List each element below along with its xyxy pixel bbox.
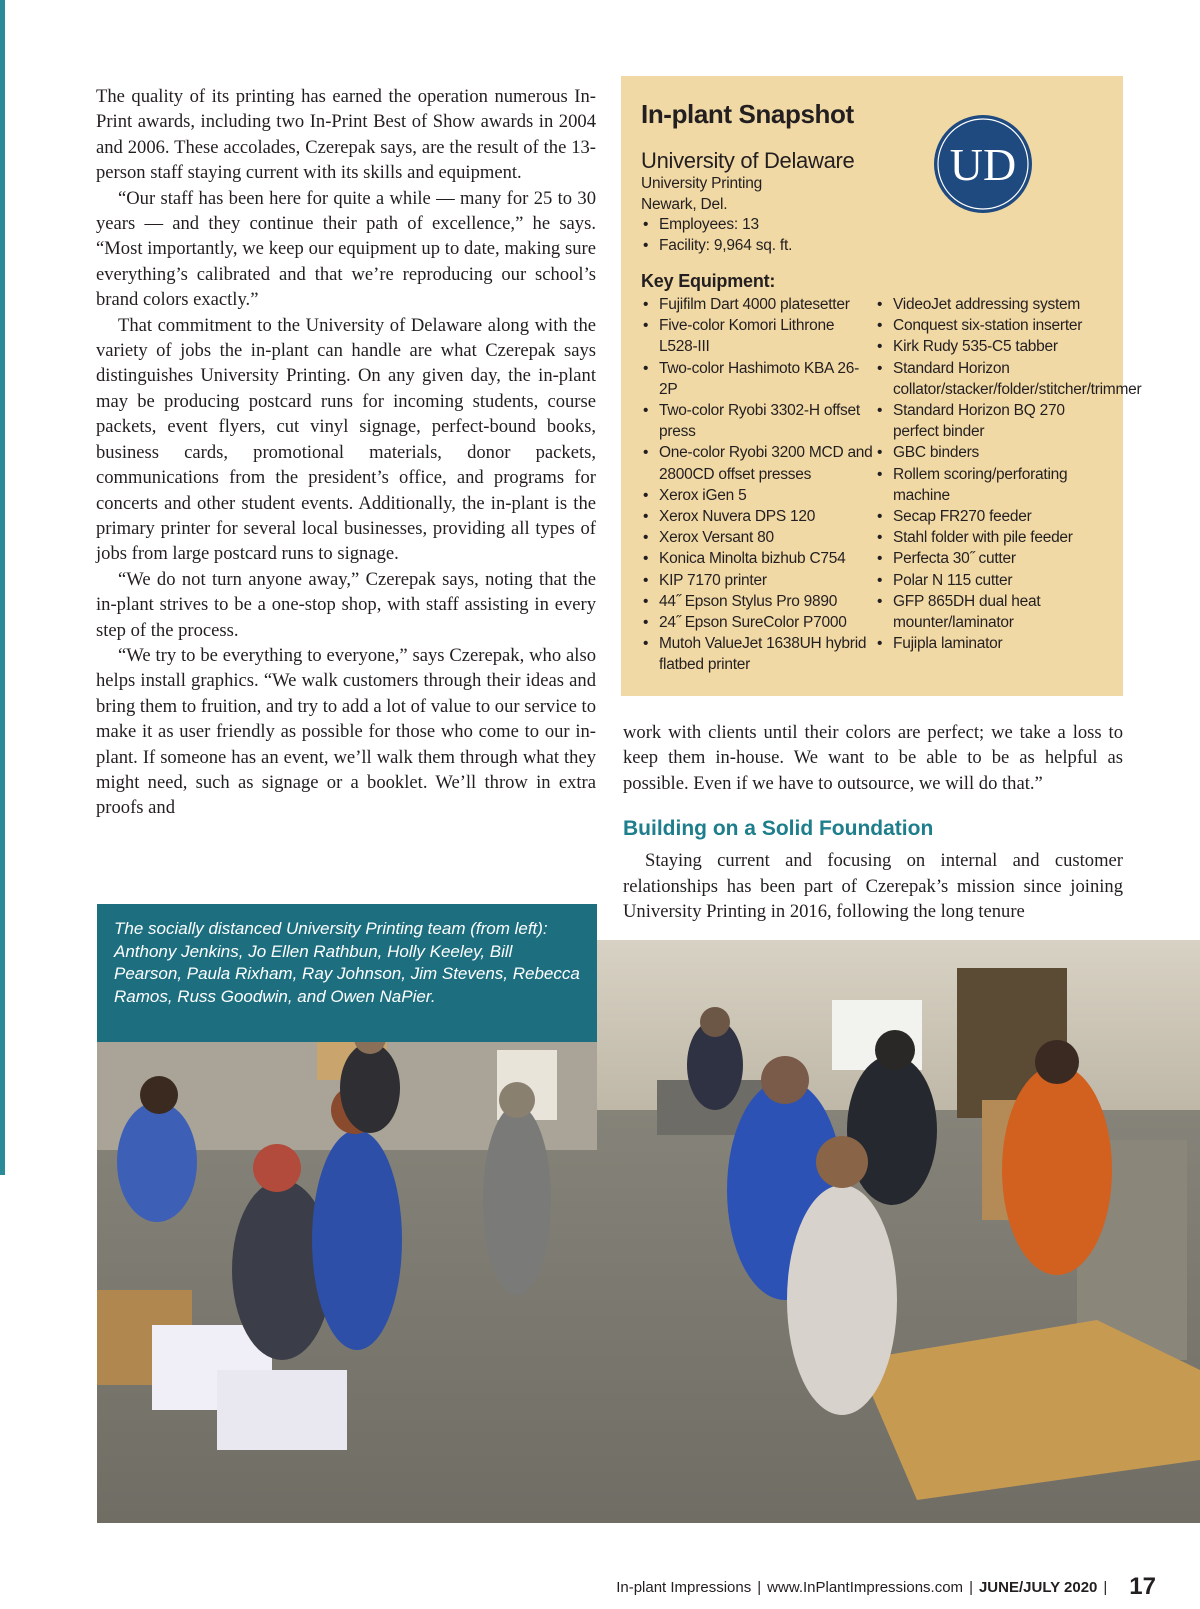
equipment-list-right [875,294,1142,676]
person-head [700,1007,730,1037]
photo-caption [97,904,597,1042]
equipment-item: • VideoJet addressing system [875,294,1105,315]
snapshot-organization: University of Delaware [641,148,855,173]
person-head [140,1076,178,1114]
key-equipment-heading: Key Equipment: [641,271,776,291]
equipment-item: • Fujifilm Dart 4000 platesetter [641,294,875,315]
person-body [847,1055,937,1205]
equipment-item: • GFP 865DH dual heat mounter/laminator [875,591,1105,633]
person-body [312,1130,402,1350]
equipment-item: • Conquest six-station inserter [875,315,1105,336]
snapshot-title: In-plant Snapshot [641,99,854,129]
equipment-item: • Fujipla laminator [875,633,1105,654]
equipment-item: • Secap FR270 feeder [875,506,1105,527]
footer-separator: | [1103,1578,1108,1596]
section-heading: Building on a Solid Foundation [623,817,934,841]
person-body [483,1105,551,1295]
person-body [1002,1065,1112,1275]
equipment-item: • Standard Horizon collator/stacker/folder/stitcher/trimmer [875,358,1105,400]
person-head [875,1030,915,1070]
equipment-item: • Xerox Nuvera DPS 120 [641,506,875,527]
article-paragraph: That commitment to the University of Delaware along with the variety of jobs the in-plant can handle are what Czerepak says distinguishes University Printing. On any given day, the in-plant may be producing postcard runs for incoming students, course packets, event flyers, cut vinyl signage, perfect-bound books, business cards, promotional materials, donor packets, communications from the president’s office, and programs for concerts and other student events. Additionally, the in-plant is the primary printer for several local businesses, providing all types of jobs from large postcard runs to signage. [96,314,596,565]
equipment-item: • KIP 7170 printer [641,570,875,591]
footer-separator: | [757,1578,762,1596]
person-head [761,1056,809,1104]
equipment-item: • One-color Ryobi 3200 MCD and 2800CD offset presses [641,442,875,484]
equipment-item: • Perfecta 30˝ cutter [875,548,1105,569]
equipment-item: • Mutoh ValueJet 1638UH hybrid flatbed printer [641,633,875,675]
equipment-item: • Xerox Versant 80 [641,527,875,548]
article-paragraph-continuation: work with clients until their colors are perfect; we take a loss to keep them in-house. We want to be able to be as helpful as possible. Even if we have to outsource, we will do that.” [623,722,1123,794]
equipment-item: • Xerox iGen 5 [641,485,875,506]
footer-separator: | [969,1578,973,1596]
key-equipment-columns [641,294,1142,676]
equipment-item: • Standard Horizon BQ 270 perfect binder [875,400,1105,442]
person-head [816,1136,868,1188]
university-of-delaware-logo [933,114,1033,214]
article-paragraph: “We try to be everything to everyone,” says Czerepak, who also helps install graphics. “We walk customers through their ideas and bring them to fruition, and try to add a lot of value to our service to make it as user friendly as possible for those who come to our in-plant. If someone has an event, we’ll walk them through what they might need, such as signage or a booklet. We’ll throw in extra proofs and [96,644,596,819]
snapshot-fact: • Employees: 13 [641,215,1105,236]
person-head [1035,1040,1079,1084]
article-paragraph: The quality of its printing has earned the operation numerous In-Print awards, including two In-Print Best of Show awards in 2004 and 2006. These accolades, Czerepak says, are the result of the 13-person staff staying current with its skills and equipment. [96,86,596,184]
inplant-snapshot-box [621,76,1142,696]
equipment-item: • Five-color Komori Lithrone L528-III [641,315,875,357]
article-paragraph: Staying current and focusing on internal and customer relationships has been part of Czerepak’s mission since joining University Printing in 2016, following the long tenure [623,850,1123,923]
footer-publication: In-plant Impressions [616,1578,752,1596]
equipment-list-left [641,294,875,676]
person-head [499,1082,535,1118]
person-body [787,1185,897,1415]
photo-caption-text: The socially distanced University Printing team (from left): Anthony Jenkins, Jo Ellen Rathbun, Holly Keeley, Bill Pearson, Paula Rixham, Ray Johnson, Jim Stevens, Rebecca Ramos, Russ Goodwin, and Owen NaPier. [114,919,580,1006]
equipment-item: • Two-color Ryobi 3302-H offset press [641,400,875,442]
logo-monogram: UD [949,139,1017,190]
snapshot-department: University Printing [641,175,763,192]
page-edge-accent-bar [0,0,5,1175]
person-body [340,1043,400,1133]
equipment-item: • Kirk Rudy 535-C5 tabber [875,336,1105,357]
footer-issue-date: JUNE/JULY 2020 [978,1578,1098,1596]
snapshot-facts-list [641,215,1105,256]
equipment-item: • Konica Minolta bizhub C754 [641,548,875,569]
article-paragraph: “We do not turn anyone away,” Czerepak says, noting that the in-plant strives to be a one-stop shop, with staff assisting in every step of the process. [96,568,596,641]
equipment-item: • GBC binders [875,442,1105,463]
person-body [117,1102,197,1222]
page-footer [616,1573,1156,1601]
footer-website-link[interactable]: www.InPlantImpressions.com [767,1578,964,1596]
article-paragraph: “Our staff has been here for quite a while — many for 25 to 30 years — and they continue their path of excellence,” he says. “Most importantly, we keep our equipment up to date, making sure everything’s calibrated and that we’re reproducing our school’s brand colors exactly.” [96,187,596,311]
photo-paper-carton [217,1370,347,1450]
snapshot-fact: • Facility: 9,964 sq. ft. [641,236,1105,257]
equipment-item: • 44˝ Epson Stylus Pro 9890 [641,591,875,612]
page-number: 17 [1129,1573,1156,1600]
right-article-column [623,720,1123,924]
equipment-item: • Stahl folder with pile feeder [875,527,1105,548]
left-article-column [96,84,596,821]
equipment-item: • 24˝ Epson SureColor P7000 [641,612,875,633]
equipment-item: • Two-color Hashimoto KBA 26-2P [641,358,875,400]
person-head [253,1144,301,1192]
equipment-item: • Rollem scoring/perforating machine [875,464,1105,506]
snapshot-location: Newark, Del. [641,195,728,213]
equipment-item: • Polar N 115 cutter [875,570,1105,591]
